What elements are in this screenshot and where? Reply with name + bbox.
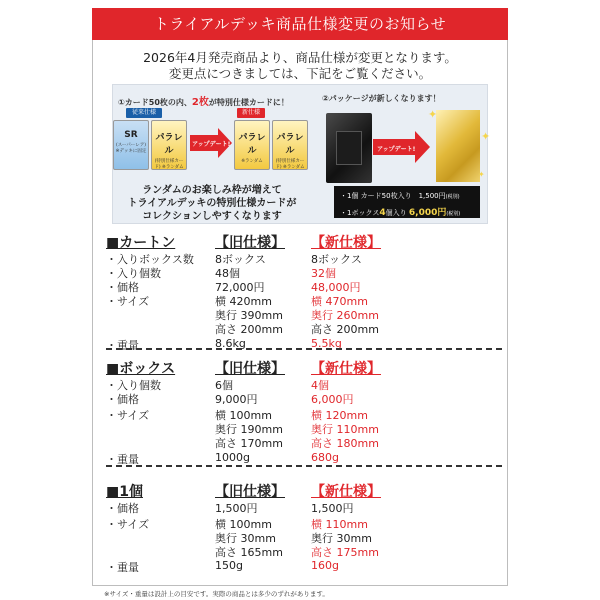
old-value: 奥行 30mm	[215, 532, 276, 545]
spec-row	[106, 279, 506, 293]
parallel-card-old	[151, 120, 187, 170]
old-value: 9,000円	[215, 393, 258, 406]
notice-line-2: 変更点につきましては、下記をご覧ください。	[168, 66, 432, 81]
sr-card	[113, 120, 149, 170]
spec-row	[106, 265, 506, 279]
section-divider	[106, 348, 502, 350]
card-change-title	[118, 93, 289, 108]
new-value: 横 470mm	[311, 295, 368, 308]
sr-card-label: SR	[124, 130, 138, 140]
update-arrow-cards-label: アップデート!	[192, 141, 231, 148]
spec-row	[106, 321, 506, 335]
update-arrow-package	[373, 131, 431, 163]
old-spec-tag: 従来仕様	[126, 108, 162, 118]
section-divider	[106, 465, 502, 467]
spec-line-2-unit: 個入り	[385, 209, 407, 217]
spec-row	[106, 516, 506, 530]
section-header	[106, 481, 506, 500]
spec-line-2	[340, 205, 460, 218]
new-value: 160g	[311, 559, 339, 572]
old-spec-heading: 【旧仕様】	[215, 361, 285, 377]
old-value: 72,000円	[215, 281, 265, 294]
new-spec-heading: 【新仕様】	[311, 235, 381, 251]
spec-label: ・入りボックス数	[106, 253, 194, 266]
card-change-title-post: が特別仕様カードに！	[208, 98, 289, 107]
parallel-card-new-2-note: (特別仕様カード) ※ランダム	[275, 159, 305, 170]
spec-label: ・サイズ	[106, 295, 150, 308]
spec-row	[106, 377, 506, 391]
spec-line-1	[340, 191, 460, 201]
spec-line-2-count: 4	[379, 208, 386, 218]
old-value: 1,500円	[215, 502, 258, 515]
spec-row	[106, 559, 506, 573]
parallel-card-new-1	[234, 120, 270, 170]
spec-row	[106, 500, 506, 514]
new-spec-heading: 【新仕様】	[311, 361, 381, 377]
old-value: 横 100mm	[215, 409, 272, 422]
new-value: 横 120mm	[311, 409, 368, 422]
spec-row	[106, 544, 506, 558]
sr-card-note: (スーパーレア) ※デッキに固定	[115, 143, 147, 154]
old-package-image	[326, 113, 372, 183]
spec-label: ・価格	[106, 502, 139, 515]
old-spec-heading: 【旧仕様】	[215, 484, 285, 500]
spec-row	[106, 435, 506, 449]
spec-label: ・価格	[106, 281, 139, 294]
spec-row	[106, 530, 506, 544]
new-value: 32個	[311, 267, 336, 280]
spec-label: ・サイズ	[106, 409, 150, 422]
notice-line-1: 2026年4月発売商品より、商品仕様が変更となります。	[143, 50, 457, 65]
old-value: 奥行 390mm	[215, 309, 283, 322]
old-value: 1000g	[215, 451, 250, 464]
new-value: 1,500円	[311, 502, 354, 515]
spec-line-2-pre: ・1ボックス	[340, 209, 380, 217]
spec-line-1-tax: (税別)	[445, 194, 460, 200]
new-value: 680g	[311, 451, 339, 464]
parallel-card-old-label: パラレル	[155, 133, 183, 156]
new-spec-heading: 【新仕様】	[311, 484, 381, 500]
card-change-title-pre: ①カード50枚の内、	[118, 98, 192, 107]
parallel-card-old-note: (特別仕様カード) ※ランダム	[154, 159, 184, 170]
parallel-card-new-1-note: ※ランダム	[241, 159, 263, 164]
section-name: ■カートン	[106, 235, 176, 251]
new-spec-tag: 新仕様	[237, 108, 265, 118]
spec-line-1-text: ・1個 カード50枚入り 1,500円	[340, 192, 446, 200]
new-value: 6,000円	[311, 393, 354, 406]
update-arrow-cards	[190, 128, 232, 158]
spec-label: ・重量	[106, 561, 139, 574]
page-title: トライアルデッキ商品仕様変更のお知らせ	[92, 8, 508, 40]
spec-line-2-price: 6,000円	[408, 208, 447, 218]
new-value: 高さ 180mm	[311, 437, 379, 450]
parallel-card-new-1-label: パラレル	[238, 133, 266, 156]
section-name: ■1個	[106, 484, 143, 500]
pitch-line-2: トライアルデッキの特別仕様カードが	[127, 198, 297, 209]
parallel-card-new-2	[272, 120, 308, 170]
sparkle-icon: ✦	[481, 130, 491, 143]
old-value: 8.6kg	[215, 337, 246, 350]
old-value: 横 100mm	[215, 518, 272, 531]
section-name: ■ボックス	[106, 361, 176, 377]
old-value: 48個	[215, 267, 240, 280]
spec-label: ・サイズ	[106, 518, 150, 531]
spec-row	[106, 421, 506, 435]
old-value: 8ボックス	[215, 253, 266, 266]
old-value: 高さ 200mm	[215, 323, 283, 336]
spec-label: ・重量	[106, 339, 139, 352]
old-value: 150g	[215, 559, 243, 572]
new-value: 48,000円	[311, 281, 361, 294]
spec-row	[106, 407, 506, 421]
package-spec-box	[334, 186, 480, 218]
spec-row	[106, 451, 506, 465]
new-value: 4個	[311, 379, 329, 392]
pitch-line-1: ランダムのお楽しみ枠が増えて	[142, 185, 282, 196]
new-value: 高さ 175mm	[311, 546, 379, 559]
spec-label: ・入り個数	[106, 267, 161, 280]
footnote: ※サイズ・重量は設計上の目安です。実際の商品とは多少のずれがあります。	[104, 590, 329, 598]
spec-label: ・価格	[106, 393, 139, 406]
new-value: 奥行 110mm	[311, 423, 379, 436]
spec-row	[106, 391, 506, 405]
section-header	[106, 358, 506, 377]
new-package-image	[436, 110, 480, 182]
parallel-card-new-2-label: パラレル	[276, 133, 304, 156]
new-value: 8ボックス	[311, 253, 362, 266]
card-change-title-count: 2枚	[191, 97, 209, 108]
old-spec-heading: 【旧仕様】	[215, 235, 285, 251]
sparkle-icon: ✦	[478, 170, 485, 179]
package-change-title: ②パッケージが新しくなります！	[322, 94, 441, 103]
old-value: 6個	[215, 379, 233, 392]
old-value: 高さ 170mm	[215, 437, 283, 450]
sparkle-icon: ✦	[428, 108, 438, 121]
spec-row	[106, 251, 506, 265]
new-value: 横 110mm	[311, 518, 368, 531]
section-header	[106, 232, 506, 251]
new-value: 奥行 30mm	[311, 532, 372, 545]
old-value: 奥行 190mm	[215, 423, 283, 436]
spec-line-2-tax: (税別)	[446, 211, 461, 217]
new-value: 5.5kg	[311, 337, 342, 350]
new-value: 高さ 200mm	[311, 323, 379, 336]
update-arrow-package-label: アップデート!	[377, 146, 416, 153]
new-value: 奥行 260mm	[311, 309, 379, 322]
spec-row	[106, 293, 506, 307]
spec-label: ・入り個数	[106, 379, 161, 392]
spec-row	[106, 307, 506, 321]
spec-label: ・重量	[106, 453, 139, 466]
pitch-line-3: コレクションしやすくなります	[142, 211, 282, 222]
old-value: 高さ 165mm	[215, 546, 283, 559]
old-value: 横 420mm	[215, 295, 272, 308]
